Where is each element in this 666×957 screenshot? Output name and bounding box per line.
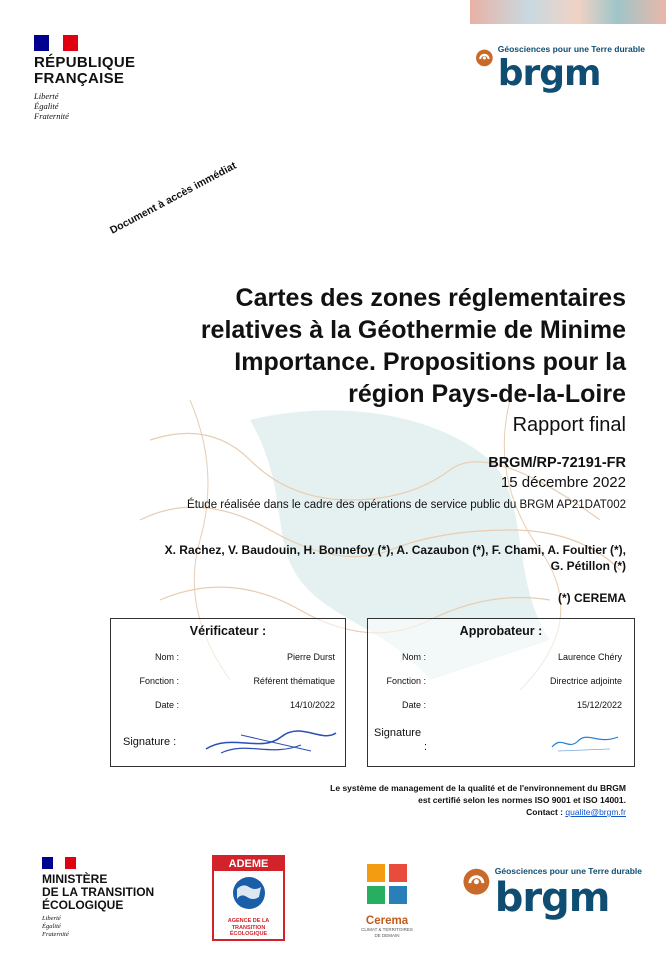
approb-nom-value: Laurence Chéry: [557, 652, 622, 662]
approb-signature-colon: :: [424, 741, 428, 753]
quality-line-1: Le système de management de la qualité et de l'environnement du BRGM: [330, 783, 626, 793]
ademe-sub-3: ÉCOLOGIQUE: [229, 931, 268, 937]
approb-date-value: 15/12/2022: [576, 700, 622, 710]
approb-nom-label: Nom :: [401, 652, 426, 662]
cover-map-strip: [470, 0, 666, 24]
title-line-4: région Pays-de-la-Loire: [348, 380, 626, 408]
verif-signature-image: [201, 723, 341, 759]
brgm-swirl-icon: [475, 36, 494, 84]
rf-motto-2: Égalité: [34, 101, 59, 111]
cerema-sub-2: DE DEMAIN: [374, 932, 400, 938]
report-title: [156, 282, 626, 410]
brgm-footer-logo: [462, 860, 642, 926]
approb-fonction-label: Fonction :: [386, 676, 426, 686]
cerema-puzzle-icon: [361, 858, 413, 910]
cerema-sub-1: CLIMAT & TERRITOIRES: [361, 927, 413, 932]
ministere-flag-icon: [42, 857, 76, 869]
ministere-line-1: MINISTÈRE: [42, 872, 108, 886]
affiliation-note: (*) CEREMA: [558, 591, 626, 605]
report-reference: BRGM/RP-72191-FR: [488, 455, 626, 471]
approb-signature-image: [548, 729, 624, 755]
republique-francaise-logo: [34, 35, 154, 121]
authors: [106, 543, 626, 574]
rf-name-line2: FRANÇAISE: [34, 70, 125, 87]
cerema-logo: [352, 858, 422, 942]
ministere-logo: [42, 857, 182, 939]
title-line-1: Cartes des zones réglementaires: [235, 284, 626, 312]
ademe-name: ADEME: [214, 857, 283, 871]
report-subtitle: Rapport final: [512, 414, 626, 436]
verif-date-label: Date :: [154, 700, 179, 710]
verif-fonction-label: Fonction :: [139, 676, 179, 686]
approbateur-box: [367, 618, 635, 767]
verif-nom-label: Nom :: [154, 652, 179, 662]
ademe-logo: [212, 855, 285, 941]
brgm-tagline: Géosciences pour une Terre durable: [497, 44, 645, 54]
verif-signature-label: Signature :: [123, 736, 177, 748]
ministere-motto-2: Égalité: [42, 923, 61, 930]
brgm-footer-swirl-icon: [462, 860, 491, 912]
quality-contact-link[interactable]: qualite@brgm.fr: [565, 807, 626, 817]
quality-contact-label: Contact :: [526, 807, 564, 817]
quality-line-2: est certifié selon les normes ISO 9001 et ISO 14001.: [418, 795, 626, 805]
title-line-3: Importance. Propositions pour la: [234, 348, 626, 376]
brgm-footer-wordmark: brgm: [494, 875, 610, 921]
verif-date-value: 14/10/2022: [289, 700, 335, 710]
quality-statement: [226, 782, 626, 818]
verif-fonction-value: Référent thématique: [253, 676, 335, 686]
verificateur-title: Vérificateur :: [189, 624, 267, 638]
ademe-globe-icon: [229, 875, 269, 911]
study-note: Étude réalisée dans le cadre des opérations de service public du BRGM AP21DAT002: [187, 499, 626, 511]
verificateur-box: [110, 618, 346, 767]
ministere-line-2: DE LA TRANSITION: [42, 885, 155, 899]
cerema-name: Cerema: [365, 915, 409, 927]
approb-date-label: Date :: [401, 700, 426, 710]
access-stamp: Document à accès immédiat: [108, 159, 239, 237]
authors-line-2: G. Pétillon (*): [550, 558, 626, 573]
approbateur-title: Approbateur :: [459, 624, 543, 638]
brgm-logo: [475, 36, 645, 100]
ministere-motto-3: Fraternité: [42, 931, 69, 938]
ademe-sub-2: TRANSITION: [231, 924, 266, 931]
rf-motto-1: Liberté: [34, 91, 59, 101]
approb-fonction-value: Directrice adjointe: [549, 676, 622, 686]
verif-nom-value: Pierre Durst: [286, 652, 335, 662]
ademe-sub-1: AGENCE DE LA: [227, 918, 270, 924]
report-date: 15 décembre 2022: [500, 474, 626, 491]
authors-line-1: X. Rachez, V. Baudouin, H. Bonnefoy (*), A. Cazaubon (*), F. Chami, A. Foultier (*),: [164, 543, 626, 557]
brgm-wordmark: brgm: [497, 53, 601, 94]
rf-name-line1: RÉPUBLIQUE: [34, 54, 136, 71]
title-line-2: relatives à la Géothermie de Minime: [200, 316, 626, 344]
rf-motto-3: Fraternité: [34, 111, 69, 121]
brgm-footer-tagline: Géosciences pour une Terre durable: [494, 866, 642, 876]
ministere-motto-1: Liberté: [42, 915, 61, 922]
approb-signature-label: Signature: [374, 727, 422, 739]
marianne-flag-icon: [34, 35, 78, 51]
ministere-line-3: ÉCOLOGIQUE: [42, 898, 124, 912]
